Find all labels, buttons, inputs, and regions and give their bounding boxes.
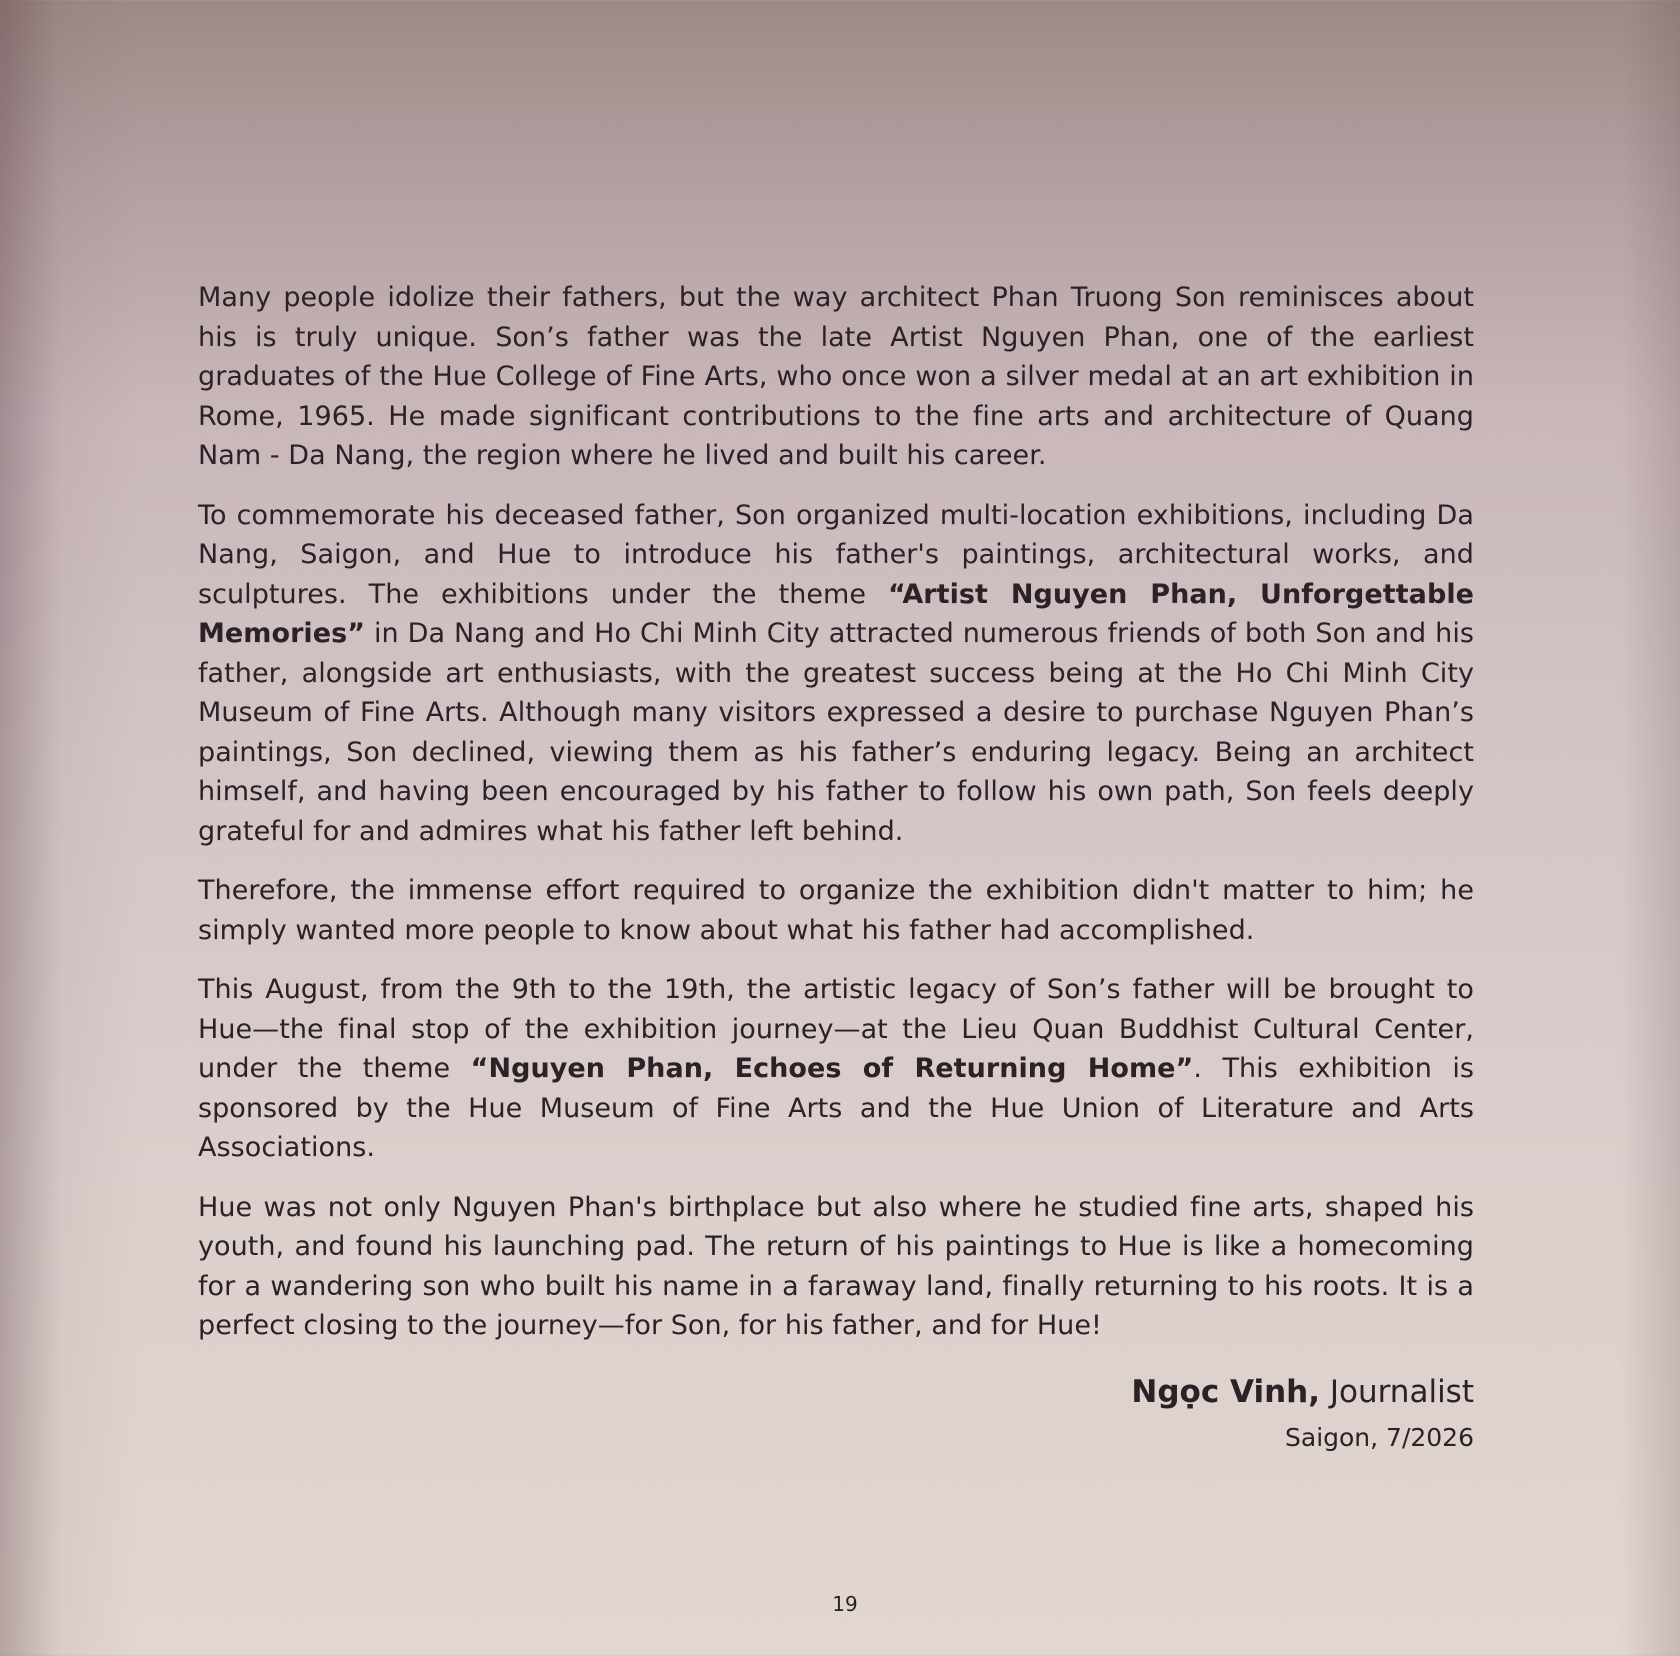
author-line	[1131, 1372, 1474, 1412]
page-number: 19	[832, 1592, 858, 1616]
author-name: Ngọc Vinh,	[1131, 1374, 1320, 1410]
paragraph-2	[198, 496, 1474, 852]
paragraph-5: Hue was not only Nguyen Phan's birthplace but also where he studied fine arts, shaped his youth, and found his launching pad. The return of his paintings to Hue is like a homecoming for a wandering son who built his name in a faraway land, finally returning to his roots. It is a perfect closing to the journey—for Son, for his father, and for Hue!	[198, 1191, 1474, 1341]
place-date: Saigon, 7/2026	[1285, 1423, 1474, 1452]
paragraph-4	[198, 970, 1474, 1168]
paragraph-4-text-b: . This exhibition is sponsored by the Hue Museum of Fine Arts and the Hue Union of Literature and Arts Associations.	[198, 1053, 1475, 1163]
hue-exhibition-theme-title: “Nguyen Phan, Echoes of Returning Home”	[470, 1053, 1194, 1084]
paragraph-3: Therefore, the immense effort required to organize the exhibition didn't matter to him; he simply wanted more people to know about what his father had accomplished.	[198, 875, 1474, 946]
author-role: Journalist	[1320, 1374, 1474, 1410]
paragraph-2-text-a: To commemorate his deceased father, Son organized multi-location exhibitions, including Da Nang, Saigon, and Hue to introduce his father's paintings, architectural works, and sculptures. The exhibitions under the theme	[198, 499, 1474, 610]
paragraph-2-text-b: in Da Nang and Ho Chi Minh City attracted numerous friends of both Son and his father, alongside art enthusiasts, with the greatest success being at the Ho Chi Minh City Museum of Fine Arts. Although many visitors expressed a desire to purchase Nguyen Phan’s paintings, Son declined, viewing them as his father’s enduring legacy. Being an architect himself, and having been encouraged by his father to follow his own path, Son feels deeply grateful for and admires what his father left behind.	[198, 618, 1474, 847]
paragraph-1: Many people idolize their fathers, but the way architect Phan Truong Son reminisces about his is truly unique. Son’s father was the late Artist Nguyen Phan, one of the earliest graduates of the Hue College of Fine Arts, who once won a silver medal at an art exhibition in Rome, 1965. He made significant contributions to the fine arts and architecture of Quang Nam - Da Nang, the region where he lived and built his career.	[198, 282, 1474, 471]
article-body	[198, 278, 1474, 1366]
exhibition-theme-title: “Artist Nguyen Phan, Unforgettable Memories”	[198, 578, 1474, 649]
paragraph-4-text-a: This August, from the 9th to the 19th, the artistic legacy of Son’s father will be brought to Hue—the final stop of the exhibition journey—at the Lieu Quan Buddhist Cultural Center, under the theme	[198, 974, 1474, 1084]
author-signature	[1131, 1372, 1474, 1456]
